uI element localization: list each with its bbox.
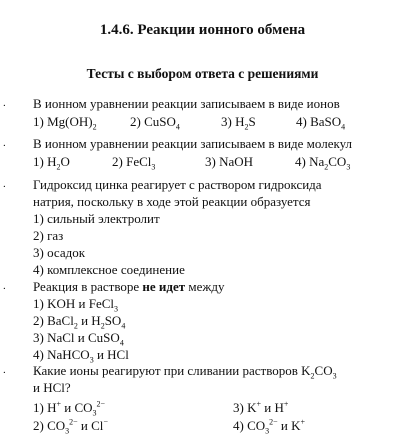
- bullet-marker: .: [3, 137, 6, 149]
- q3-option-1[interactable]: 1) сильный электролит: [33, 211, 160, 226]
- q1-option-1[interactable]: 1) $Mg(OH)_2$: [33, 114, 97, 132]
- q4-option-1[interactable]: 1) KOH и FeCl$_3$: [33, 296, 119, 314]
- question-2-text: В ионном уравнении реакции записываем в виде молекул: [33, 136, 353, 151]
- q5-option-2[interactable]: 2) $CO_3^{2-}$ и Cl−: [33, 417, 108, 436]
- q1-option-4[interactable]: 4) BaSO$_4$: [296, 114, 346, 132]
- bullet-marker: .: [3, 280, 6, 292]
- bullet-marker: .: [3, 364, 6, 376]
- q2-option-4[interactable]: 4) $Na_2CO_3$: [295, 154, 351, 172]
- q4-option-2[interactable]: 2) BaCl$_2$ и $H_2SO_4$: [33, 313, 126, 331]
- q2-option-3[interactable]: 3) NaOH: [205, 154, 254, 169]
- section-title: 1.4.6. Реакции ионного обмена: [99, 22, 306, 38]
- question-3-line-1: Гидроксид цинка реагирует с раствором гидроксида: [33, 177, 322, 192]
- question-5-line-1: Какие ионы реагируют при сливании растворов $K_2CO_3$: [33, 363, 337, 381]
- q4-option-3[interactable]: 3) NaCl и CuSO$_4$: [33, 330, 124, 348]
- section-subtitle: Тесты с выбором ответа с решениями: [86, 66, 319, 81]
- q5-option-3[interactable]: 3) K+ и H+: [233, 399, 289, 415]
- q3-option-2[interactable]: 2) газ: [33, 228, 64, 243]
- q2-option-2[interactable]: 2) FeCl$_3$: [112, 154, 156, 172]
- bullet-marker: .: [3, 97, 6, 109]
- question-1-text: В ионном уравнении реакции записываем в виде ионов: [33, 96, 340, 111]
- q5-option-1[interactable]: 1) H+ и $CO_3^{2-}$: [33, 399, 106, 418]
- emphasis-not-occur: не идет: [142, 279, 186, 294]
- q3-option-3[interactable]: 3) осадок: [33, 245, 86, 260]
- q1-option-2[interactable]: 2) CuSO$_4$: [130, 114, 180, 132]
- question-4-text: Реакция в растворе не идет между: [33, 279, 225, 294]
- question-5-line-2: и HCl?: [33, 380, 71, 395]
- q1-option-3[interactable]: 3) $H_2S$: [221, 114, 256, 132]
- q5-option-4[interactable]: 4) $CO_3^{2-}$ и K+: [233, 417, 306, 436]
- q3-option-4[interactable]: 4) комплексное соединение: [33, 262, 185, 277]
- q2-option-1[interactable]: 1) $H_2O$: [33, 154, 70, 172]
- question-3-line-2: натрия, поскольку в ходе этой реакции образуется: [33, 194, 311, 209]
- bullet-marker: .: [3, 178, 6, 190]
- q4-option-4[interactable]: 4) NaHCO$_3$ и HCl: [33, 347, 129, 365]
